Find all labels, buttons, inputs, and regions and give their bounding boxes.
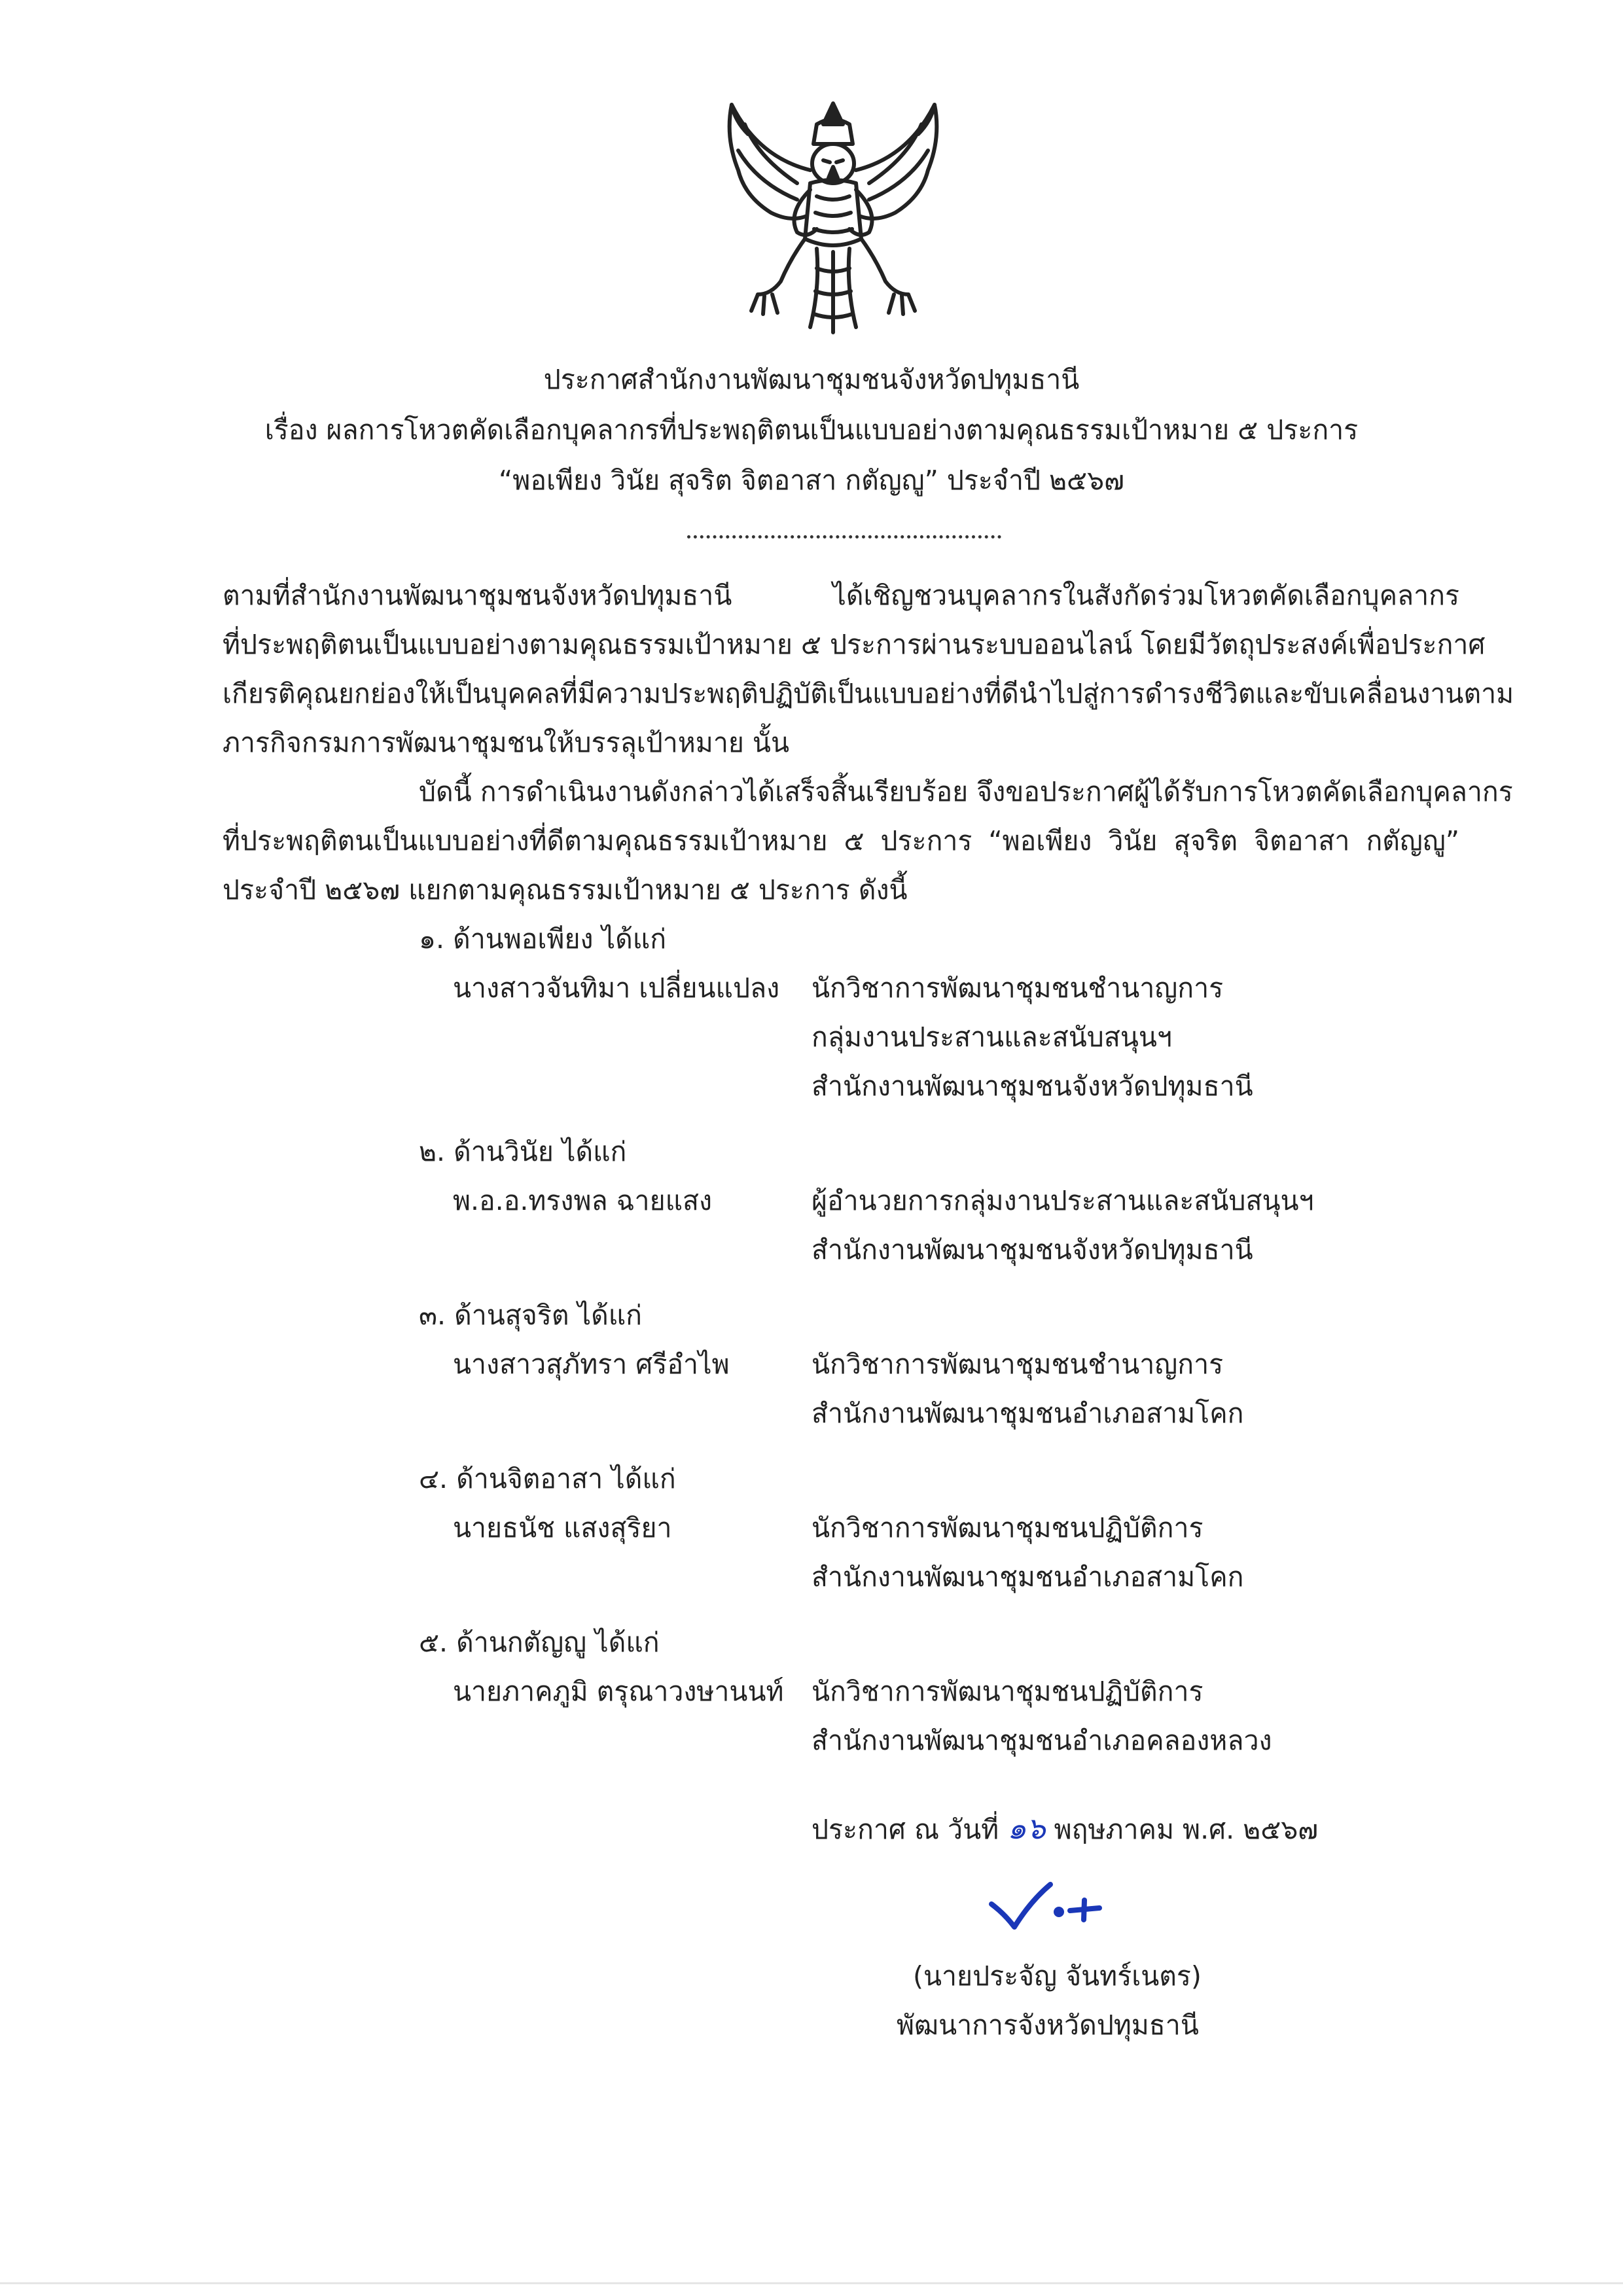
award-recipient-position: นักวิชาการพัฒนาชุมชนปฏิบัติการ bbox=[812, 1676, 1204, 1707]
paragraph-1-line-4: ภารกิจกรมการพัฒนาชุมชนให้บรรลุเป้าหมาย นั้น bbox=[223, 727, 789, 758]
paragraph-2-line-3: ประจำปี ๒๕๖๗ แยกตามคุณธรรมเป้าหมาย ๕ ประการ ดังนี้ bbox=[223, 874, 908, 906]
award-recipient-office: สำนักงานพัฒนาชุมชนอำเภอสามโคก bbox=[812, 1561, 1244, 1593]
paragraph-1-line-3: เกียรติคุณยกย่องให้เป็นบุคคลที่มีความประพฤติปฏิบัติเป็นแบบอย่างที่ดีนำไปสู่การดำรงชีวิตและขับเคลื่อนงานตาม bbox=[223, 678, 1514, 709]
award-recipient-position: นักวิชาการพัฒนาชุมชนปฏิบัติการ bbox=[812, 1512, 1204, 1544]
award-heading: ๓. ด้านสุจริต ได้แก่ bbox=[419, 1299, 642, 1331]
award-recipient-position: ผู้อำนวยการกลุ่มงานประสานและสนับสนุนฯ bbox=[812, 1185, 1314, 1216]
signatory-position: พัฒนาการจังหวัดปทุมธานี bbox=[897, 2009, 1199, 2041]
page-bottom-edge bbox=[0, 2282, 1623, 2284]
award-recipient-office: สำนักงานพัฒนาชุมชนจังหวัดปทุมธานี bbox=[812, 1234, 1253, 1265]
handwritten-signature-icon bbox=[988, 1878, 1103, 1934]
award-heading: ๕. ด้านกตัญญู ได้แก่ bbox=[419, 1627, 660, 1658]
award-recipient-position: นักวิชาการพัฒนาชุมชนชำนาญการ bbox=[812, 972, 1224, 1004]
award-heading: ๒. ด้านวินัย ได้แก่ bbox=[419, 1136, 627, 1167]
paragraph-1-line-2: ที่ประพฤติตนเป็นแบบอย่างตามคุณธรรมเป้าหมาย ๕ ประการผ่านระบบออนไลน์ โดยมีวัตถุประสงค์เพื่อประกาศ bbox=[223, 629, 1486, 660]
award-recipient-name: พ.อ.อ.ทรงพล ฉายแสง bbox=[453, 1185, 713, 1216]
announcement-date-prefix: ประกาศ ณ วันที่ bbox=[812, 1814, 999, 1845]
paragraph-2-line-1: บัดนี้ การดำเนินงานดังกล่าวได้เสร็จสิ้นเรียบร้อย จึงขอประกาศผู้ได้รับการโหวตคัดเลือกบุคลากร bbox=[419, 776, 1513, 807]
announcement-date bbox=[812, 1805, 1318, 1852]
award-recipient-office: สำนักงานพัฒนาชุมชนอำเภอสามโคก bbox=[812, 1398, 1244, 1429]
document-subject: เรื่อง ผลการโหวตคัดเลือกบุคลากรที่ประพฤติตนเป็นแบบอย่างตามคุณธรรมเป้าหมาย ๕ ประการ bbox=[264, 414, 1359, 446]
document-title: ประกาศสำนักงานพัฒนาชุมชนจังหวัดปทุมธานี bbox=[543, 364, 1080, 395]
dotted-divider bbox=[687, 531, 1001, 539]
award-recipient-name: นายภาคภูมิ ตรุณาวงษานนท์ bbox=[453, 1676, 784, 1707]
paragraph-2-line-2: ที่ประพฤติตนเป็นแบบอย่างที่ดีตามคุณธรรมเป้าหมาย ๕ ประการ “พอเพียง วินัย สุจริต จิตอาสา กตัญญู” bbox=[223, 825, 1459, 857]
award-recipient-name: นายธนัช แสงสุริยา bbox=[453, 1512, 672, 1544]
award-recipient-office: สำนักงานพัฒนาชุมชนอำเภอคลองหลวง bbox=[812, 1725, 1272, 1756]
award-recipient-unit: กลุ่มงานประสานและสนับสนุนฯ bbox=[812, 1021, 1172, 1053]
signatory-name: (นายประจัญ จันทร์เนตร) bbox=[913, 1960, 1202, 1992]
document-subtitle: “พอเพียง วินัย สุจริต จิตอาสา กตัญญู” ประจำปี ๒๕๖๗ bbox=[499, 465, 1124, 496]
award-recipient-name: นางสาวจันทิมา เปลี่ยนแปลง bbox=[453, 972, 780, 1004]
announcement-date-suffix: พฤษภาคม พ.ศ. ๒๕๖๗ bbox=[1054, 1814, 1319, 1845]
award-heading: ๔. ด้านจิตอาสา ได้แก่ bbox=[419, 1463, 676, 1494]
award-heading: ๑. ด้านพอเพียง ได้แก่ bbox=[419, 923, 667, 955]
garuda-emblem-icon bbox=[719, 98, 948, 337]
award-recipient-office: สำนักงานพัฒนาชุมชนจังหวัดปทุมธานี bbox=[812, 1070, 1253, 1102]
paragraph-1-line-1: ตามที่สำนักงานพัฒนาชุมชนจังหวัดปทุมธานี ได้เชิญชวนบุคลากรในสังกัดร่วมโหวตคัดเลือกบุคลากร bbox=[223, 580, 1459, 611]
award-recipient-position: นักวิชาการพัฒนาชุมชนชำนาญการ bbox=[812, 1349, 1224, 1380]
award-recipient-name: นางสาวสุภัทรา ศรีอำไพ bbox=[453, 1349, 730, 1380]
announcement-date-day: ๑๖ bbox=[1007, 1810, 1046, 1846]
